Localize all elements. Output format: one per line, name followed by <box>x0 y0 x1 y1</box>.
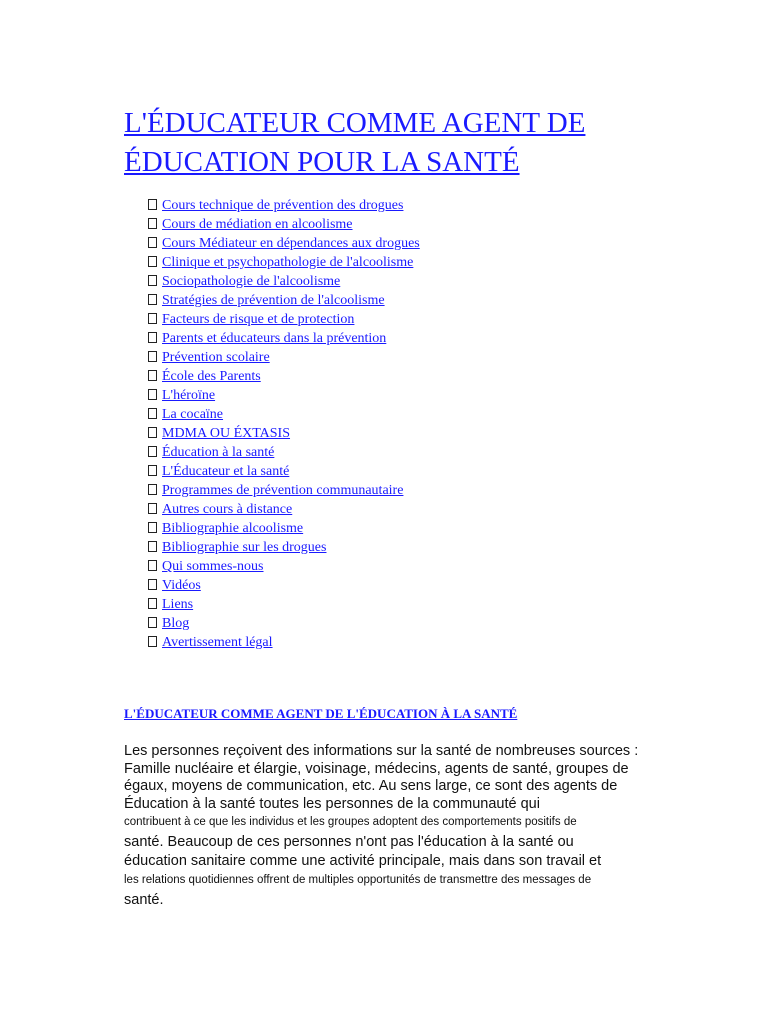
nav-link[interactable]: L'héroïne <box>162 388 216 403</box>
checkbox-bullet-icon <box>148 465 157 476</box>
checkbox-bullet-icon <box>148 427 157 438</box>
checkbox-bullet-icon <box>148 237 157 248</box>
checkbox-bullet-icon <box>148 370 157 381</box>
list-item <box>148 253 467 272</box>
nav-link[interactable]: Vidéos <box>162 578 201 593</box>
nav-link[interactable]: Cours Médiateur en dépendances aux drogues <box>162 236 420 251</box>
nav-link[interactable]: La cocaïne <box>162 407 224 422</box>
list-item <box>148 576 467 595</box>
nav-link[interactable]: Cours technique de prévention des drogues <box>162 198 404 213</box>
checkbox-bullet-icon <box>148 389 157 400</box>
checkbox-bullet-icon <box>148 617 157 628</box>
nav-link[interactable]: L'Éducateur et la santé <box>162 464 290 479</box>
nav-link[interactable]: Parents et éducateurs dans la prévention <box>162 331 387 346</box>
nav-link[interactable]: Programmes de prévention communautaire <box>162 483 404 498</box>
nav-link[interactable]: Qui sommes-nous <box>162 559 264 574</box>
nav-link[interactable]: Cours de médiation en alcoolisme <box>162 217 353 232</box>
list-item <box>148 481 467 500</box>
checkbox-bullet-icon <box>148 313 157 324</box>
list-item <box>148 405 467 424</box>
list-item <box>148 310 467 329</box>
list-item <box>148 538 467 557</box>
list-item <box>148 557 467 576</box>
list-item <box>148 519 467 538</box>
list-item <box>148 500 467 519</box>
paragraph-line: les relations quotidiennes offrent de multiples opportunités de transmettre des messages de <box>124 873 592 886</box>
checkbox-bullet-icon <box>148 408 157 419</box>
paragraph-line: éducation sanitaire comme une activité principale, mais dans son travail et <box>124 853 602 869</box>
paragraph-line: contribuent à ce que les individus et les groupes adoptent des comportements positifs de <box>124 816 577 828</box>
list-item <box>148 614 467 633</box>
list-item <box>148 348 467 367</box>
list-item <box>148 462 467 481</box>
nav-link[interactable]: École des Parents <box>162 369 261 384</box>
checkbox-bullet-icon <box>148 579 157 590</box>
nav-link[interactable]: Stratégies de prévention de l'alcoolisme <box>162 293 385 308</box>
list-item <box>148 215 467 234</box>
list-item <box>148 329 467 348</box>
checkbox-bullet-icon <box>148 446 157 457</box>
checkbox-bullet-icon <box>148 275 157 286</box>
checkbox-bullet-icon <box>148 636 157 647</box>
checkbox-bullet-icon <box>148 199 157 210</box>
list-item <box>148 234 467 253</box>
list-item <box>148 595 467 614</box>
page-title: L'ÉDUCATEUR COMME AGENT DE ÉDUCATION POUR LA SANTÉ <box>124 107 586 178</box>
checkbox-bullet-icon <box>148 256 157 267</box>
checkbox-bullet-icon <box>148 332 157 343</box>
nav-link[interactable]: Éducation à la santé <box>162 445 275 460</box>
list-item <box>148 196 467 215</box>
section-heading[interactable]: L'ÉDUCATEUR COMME AGENT DE L'ÉDUCATION À LA SANTÉ <box>124 706 518 721</box>
list-item <box>148 424 467 443</box>
nav-link[interactable]: Clinique et psychopathologie de l'alcoolisme <box>162 255 414 270</box>
list-item <box>148 443 467 462</box>
nav-link[interactable]: Facteurs de risque et de protection <box>162 312 355 327</box>
checkbox-bullet-icon <box>148 484 157 495</box>
checkbox-bullet-icon <box>148 294 157 305</box>
nav-link[interactable]: Liens <box>162 597 194 612</box>
checkbox-bullet-icon <box>148 541 157 552</box>
nav-link[interactable]: Prévention scolaire <box>162 350 270 365</box>
nav-link[interactable]: Bibliographie alcoolisme <box>162 521 304 536</box>
nav-link[interactable]: Avertissement légal <box>162 635 273 650</box>
paragraph-line: égaux, moyens de communication, etc. Au sens large, ce sont des agents de <box>124 778 618 794</box>
checkbox-bullet-icon <box>148 503 157 514</box>
paragraph-line: santé. <box>124 891 164 908</box>
paragraph-line: santé. Beaucoup de ces personnes n'ont pas l'éducation à la santé ou <box>124 834 574 850</box>
list-item <box>148 291 467 310</box>
nav-link[interactable]: Bibliographie sur les drogues <box>162 540 327 555</box>
nav-list <box>148 196 467 652</box>
checkbox-bullet-icon <box>148 560 157 571</box>
list-item <box>148 633 467 652</box>
paragraph-line: Les personnes reçoivent des informations sur la santé de nombreuses sources : <box>124 743 639 759</box>
paragraph-line: Famille nucléaire et élargie, voisinage, médecins, agents de santé, groupes de <box>124 760 629 777</box>
nav-link[interactable]: Sociopathologie de l'alcoolisme <box>162 274 341 289</box>
nav-link[interactable]: MDMA OU ÉXTASIS <box>162 426 291 441</box>
checkbox-bullet-icon <box>148 351 157 362</box>
list-item <box>148 386 467 405</box>
checkbox-bullet-icon <box>148 218 157 229</box>
checkbox-bullet-icon <box>148 522 157 533</box>
checkbox-bullet-icon <box>148 598 157 609</box>
list-item <box>148 272 467 291</box>
nav-link[interactable]: Autres cours à distance <box>162 502 293 517</box>
list-item <box>148 367 467 386</box>
paragraph-line: Éducation à la santé toutes les personnes de la communauté qui <box>124 795 540 812</box>
nav-link[interactable]: Blog <box>162 616 190 631</box>
body-paragraph <box>124 743 664 911</box>
